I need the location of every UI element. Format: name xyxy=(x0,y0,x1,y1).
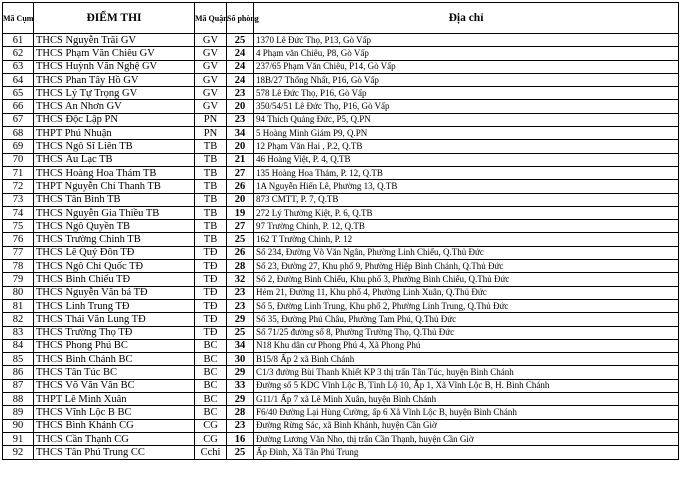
cluster-cell: 91 xyxy=(3,432,34,445)
address-cell: C1/3 đường Bùi Thanh Khiết KP 3 thị trấn Tân Túc, huyện Bình Chánh xyxy=(254,366,679,379)
address-cell: Đường Rừng Sác, xã Bình Khánh, huyện Cần Giờ xyxy=(254,419,679,432)
site-name-cell: THCS Phan Tây Hồ GV xyxy=(34,73,195,86)
cluster-cell: 85 xyxy=(3,353,34,366)
address-cell: G11/1 Ấp 7 xã Lê Minh Xuân, huyện Bình Chánh xyxy=(254,393,679,406)
rooms-cell: 27 xyxy=(227,166,254,179)
table-body xyxy=(3,34,679,460)
header-rooms: Số phòng xyxy=(227,3,254,34)
district-cell: TB xyxy=(195,220,227,233)
site-name-cell: THCS Độc Lập PN xyxy=(34,113,195,126)
cluster-cell: 77 xyxy=(3,246,34,259)
rooms-cell: 23 xyxy=(227,286,254,299)
table-row xyxy=(3,299,679,312)
rooms-cell: 21 xyxy=(227,153,254,166)
header-cluster: Mã Cụm xyxy=(3,3,34,34)
rooms-cell: 26 xyxy=(227,246,254,259)
cluster-cell: 63 xyxy=(3,60,34,73)
cluster-cell: 80 xyxy=(3,286,34,299)
address-cell: 12 Phạm Văn Hai , P.2, Q.TB xyxy=(254,140,679,153)
address-cell: Số 2, Đường Bình Chiểu, Khu phố 3, Phường Bình Chiểu, Q.Thủ Đức xyxy=(254,273,679,286)
address-cell: Hẻm 21, Đường 11, Khu phố 4, Phường Linh Xuân, Q.Thủ Đức xyxy=(254,286,679,299)
rooms-cell: 23 xyxy=(227,113,254,126)
cluster-cell: 69 xyxy=(3,140,34,153)
district-cell: TĐ xyxy=(195,326,227,339)
district-cell: PN xyxy=(195,127,227,140)
site-name-cell: THPT Lê Minh Xuân xyxy=(34,393,195,406)
address-cell: 94 Thích Quảng Đức, P5, Q.PN xyxy=(254,113,679,126)
rooms-cell: 34 xyxy=(227,127,254,140)
rooms-cell: 25 xyxy=(227,34,254,47)
table-row xyxy=(3,47,679,60)
cluster-cell: 89 xyxy=(3,406,34,419)
rooms-cell: 34 xyxy=(227,339,254,352)
site-name-cell: THCS Hoàng Hoa Thám TB xyxy=(34,166,195,179)
cluster-cell: 64 xyxy=(3,73,34,86)
district-cell: TĐ xyxy=(195,273,227,286)
table-row xyxy=(3,100,679,113)
cluster-cell: 61 xyxy=(3,34,34,47)
table-row xyxy=(3,260,679,273)
district-cell: TĐ xyxy=(195,260,227,273)
address-cell: 18B/27 Thống Nhất, P16, Gò Vấp xyxy=(254,73,679,86)
district-cell: TB xyxy=(195,193,227,206)
address-cell: 578 Lê Đức Thọ, P16, Gò Vấp xyxy=(254,87,679,100)
cluster-cell: 67 xyxy=(3,113,34,126)
district-cell: BC xyxy=(195,353,227,366)
cluster-cell: 62 xyxy=(3,47,34,60)
table-row xyxy=(3,326,679,339)
rooms-cell: 23 xyxy=(227,419,254,432)
rooms-cell: 24 xyxy=(227,60,254,73)
table-row xyxy=(3,366,679,379)
district-cell: TB xyxy=(195,206,227,219)
table-row xyxy=(3,419,679,432)
district-cell: BC xyxy=(195,379,227,392)
table-row xyxy=(3,220,679,233)
district-cell: TB xyxy=(195,140,227,153)
table-row xyxy=(3,180,679,193)
district-cell: GV xyxy=(195,73,227,86)
district-cell: BC xyxy=(195,393,227,406)
rooms-cell: 29 xyxy=(227,313,254,326)
rooms-cell: 23 xyxy=(227,87,254,100)
table-row xyxy=(3,113,679,126)
table-row xyxy=(3,206,679,219)
district-cell: GV xyxy=(195,47,227,60)
table-row xyxy=(3,246,679,259)
site-name-cell: THCS Phạm Văn Chiêu GV xyxy=(34,47,195,60)
site-name-cell: THCS Âu Lạc TB xyxy=(34,153,195,166)
table-row xyxy=(3,127,679,140)
address-cell: Số 23, Đường 27, Khu phố 9, Phường Hiệp Bình Chánh, Q.Thủ Đức xyxy=(254,260,679,273)
district-cell: Cchi xyxy=(195,446,227,459)
district-cell: TB xyxy=(195,180,227,193)
site-name-cell: THCS Trường Thọ TĐ xyxy=(34,326,195,339)
district-cell: BC xyxy=(195,366,227,379)
cluster-cell: 70 xyxy=(3,153,34,166)
site-name-cell: THCS Vĩnh Lộc B BC xyxy=(34,406,195,419)
district-cell: GV xyxy=(195,100,227,113)
district-cell: TB xyxy=(195,153,227,166)
site-name-cell: THCS Lý Tự Trọng GV xyxy=(34,87,195,100)
table-row xyxy=(3,73,679,86)
rooms-cell: 20 xyxy=(227,100,254,113)
cluster-cell: 78 xyxy=(3,260,34,273)
site-name-cell: THPT Nguyễn Chí Thanh TB xyxy=(34,180,195,193)
header-address: Địa chỉ xyxy=(254,3,679,34)
rooms-cell: 20 xyxy=(227,193,254,206)
cluster-cell: 83 xyxy=(3,326,34,339)
cluster-cell: 86 xyxy=(3,366,34,379)
table-row xyxy=(3,233,679,246)
site-name-cell: THCS Ngô Sĩ Liên TB xyxy=(34,140,195,153)
rooms-cell: 19 xyxy=(227,206,254,219)
table-row xyxy=(3,446,679,459)
cluster-cell: 84 xyxy=(3,339,34,352)
rooms-cell: 24 xyxy=(227,73,254,86)
address-cell: F6/40 Đường Lại Hùng Cường, ấp 6 Xã Vĩnh Lộc B, huyện Bình Chánh xyxy=(254,406,679,419)
rooms-cell: 32 xyxy=(227,273,254,286)
district-cell: BC xyxy=(195,339,227,352)
site-name-cell: THCS Ngô Chí Quốc TĐ xyxy=(34,260,195,273)
cluster-cell: 72 xyxy=(3,180,34,193)
district-cell: GV xyxy=(195,34,227,47)
address-cell: 237/65 Phạm Văn Chiêu, P14, Gò Vấp xyxy=(254,60,679,73)
district-cell: TĐ xyxy=(195,286,227,299)
district-cell: GV xyxy=(195,60,227,73)
table-row xyxy=(3,432,679,445)
site-name-cell: THCS Bình Chiểu TĐ xyxy=(34,273,195,286)
cluster-cell: 76 xyxy=(3,233,34,246)
header-site: ĐIỂM THI xyxy=(34,3,195,34)
address-cell: 4 Phạm văn Chiêu, P8, Gò Vấp xyxy=(254,47,679,60)
address-cell: Số 5, Đường Linh Trung, Khu phố 2, Phường Linh Trung, Q.Thủ Đức xyxy=(254,299,679,312)
district-cell: GV xyxy=(195,87,227,100)
table-row xyxy=(3,166,679,179)
site-name-cell: THCS Tân Bình TB xyxy=(34,193,195,206)
site-name-cell: THCS An Nhơn GV xyxy=(34,100,195,113)
rooms-cell: 25 xyxy=(227,233,254,246)
cluster-cell: 92 xyxy=(3,446,34,459)
cluster-cell: 66 xyxy=(3,100,34,113)
district-cell: TĐ xyxy=(195,246,227,259)
table-row xyxy=(3,87,679,100)
table-row xyxy=(3,313,679,326)
rooms-cell: 33 xyxy=(227,379,254,392)
district-cell: TB xyxy=(195,233,227,246)
rooms-cell: 20 xyxy=(227,140,254,153)
district-cell: TĐ xyxy=(195,313,227,326)
site-name-cell: THCS Nguyễn Văn bá TĐ xyxy=(34,286,195,299)
cluster-cell: 90 xyxy=(3,419,34,432)
rooms-cell: 25 xyxy=(227,326,254,339)
rooms-cell: 30 xyxy=(227,353,254,366)
district-cell: CG xyxy=(195,432,227,445)
address-cell: 97 Trường Chinh, P. 12, Q.TB xyxy=(254,220,679,233)
cluster-cell: 65 xyxy=(3,87,34,100)
address-cell: 272 Lý Thường Kiệt, P. 6, Q.TB xyxy=(254,206,679,219)
cluster-cell: 68 xyxy=(3,127,34,140)
address-cell: 350/54/51 Lê Đức Thọ, P16, Gò Vấp xyxy=(254,100,679,113)
rooms-cell: 24 xyxy=(227,47,254,60)
site-name-cell: THCS Nguyễn Gia Thiều TB xyxy=(34,206,195,219)
cluster-cell: 74 xyxy=(3,206,34,219)
address-cell: Đường số 5 KDC Vĩnh Lộc B, Tỉnh Lộ 10, Ấp 1, Xã Vĩnh Lộc B, H. Bình Chánh xyxy=(254,379,679,392)
table-row xyxy=(3,140,679,153)
address-cell: Số 234, Đường Võ Văn Ngân, Phường Linh Chiểu, Q.Thủ Đức xyxy=(254,246,679,259)
rooms-cell: 29 xyxy=(227,366,254,379)
exam-sites-table xyxy=(2,2,679,460)
site-name-cell: THCS Huỳnh Văn Nghệ GV xyxy=(34,60,195,73)
site-name-cell: THCS Bình Chánh BC xyxy=(34,353,195,366)
site-name-cell: THCS Tân Túc BC xyxy=(34,366,195,379)
cluster-cell: 88 xyxy=(3,393,34,406)
table-row xyxy=(3,273,679,286)
site-name-cell: THCS Võ Văn Vân BC xyxy=(34,379,195,392)
address-cell: 135 Hoàng Hoa Thám, P. 12, Q.TB xyxy=(254,166,679,179)
site-name-cell: THPT Phú Nhuận xyxy=(34,127,195,140)
site-name-cell: THCS Thái Văn Lung TĐ xyxy=(34,313,195,326)
cluster-cell: 87 xyxy=(3,379,34,392)
table-row xyxy=(3,339,679,352)
table-row xyxy=(3,353,679,366)
district-cell: CG xyxy=(195,419,227,432)
table-row xyxy=(3,286,679,299)
address-cell: Số 35, Đường Phú Châu, Phường Tam Phú, Q.Thủ Đức xyxy=(254,313,679,326)
address-cell: 1A Nguyễn Hiến Lê, Phường 13, Q.TB xyxy=(254,180,679,193)
table-row xyxy=(3,393,679,406)
site-name-cell: THCS Lê Quý Đôn TĐ xyxy=(34,246,195,259)
district-cell: TB xyxy=(195,166,227,179)
table-row xyxy=(3,153,679,166)
address-cell: B15/8 Ấp 2 xã Bình Chánh xyxy=(254,353,679,366)
site-name-cell: THCS Bình Khánh CG xyxy=(34,419,195,432)
table-row xyxy=(3,406,679,419)
site-name-cell: THCS Tân Phú Trung CC xyxy=(34,446,195,459)
address-cell: 46 Hoàng Việt, P. 4, Q.TB xyxy=(254,153,679,166)
rooms-cell: 26 xyxy=(227,180,254,193)
rooms-cell: 28 xyxy=(227,406,254,419)
address-cell: N18 Khu dân cư Phong Phú 4, Xã Phong Phú xyxy=(254,339,679,352)
rooms-cell: 16 xyxy=(227,432,254,445)
rooms-cell: 23 xyxy=(227,299,254,312)
cluster-cell: 75 xyxy=(3,220,34,233)
site-name-cell: THCS Ngô Quyền TB xyxy=(34,220,195,233)
address-cell: 873 CMTT, P. 7, Q.TB xyxy=(254,193,679,206)
address-cell: Ấp Đình, Xã Tân Phú Trung xyxy=(254,446,679,459)
address-cell: 5 Hoàng Minh Giám P9, Q.PN xyxy=(254,127,679,140)
cluster-cell: 71 xyxy=(3,166,34,179)
rooms-cell: 25 xyxy=(227,446,254,459)
address-cell: 162 T Trường Chinh, P. 12 xyxy=(254,233,679,246)
rooms-cell: 27 xyxy=(227,220,254,233)
address-cell: Đường Lương Văn Nho, thị trấn Cần Thạnh, huyện Cần Giờ xyxy=(254,432,679,445)
site-name-cell: THCS Cần Thạnh CG xyxy=(34,432,195,445)
site-name-cell: THCS Phong Phú BC xyxy=(34,339,195,352)
table-row xyxy=(3,379,679,392)
cluster-cell: 82 xyxy=(3,313,34,326)
table-row xyxy=(3,34,679,47)
cluster-cell: 81 xyxy=(3,299,34,312)
site-name-cell: THCS Nguyễn Trãi GV xyxy=(34,34,195,47)
district-cell: PN xyxy=(195,113,227,126)
table-header-row xyxy=(3,3,679,34)
district-cell: TĐ xyxy=(195,299,227,312)
address-cell: Số 71/25 đường số 8, Phường Trường Thọ, Q.Thủ Đức xyxy=(254,326,679,339)
table-row xyxy=(3,193,679,206)
cluster-cell: 79 xyxy=(3,273,34,286)
table-row xyxy=(3,60,679,73)
district-cell: BC xyxy=(195,406,227,419)
site-name-cell: THCS Linh Trung TĐ xyxy=(34,299,195,312)
site-name-cell: THCS Trường Chinh TB xyxy=(34,233,195,246)
cluster-cell: 73 xyxy=(3,193,34,206)
header-district: Mã Quận xyxy=(195,3,227,34)
address-cell: 1370 Lê Đức Thọ, P13, Gò Vấp xyxy=(254,34,679,47)
rooms-cell: 28 xyxy=(227,260,254,273)
rooms-cell: 29 xyxy=(227,393,254,406)
